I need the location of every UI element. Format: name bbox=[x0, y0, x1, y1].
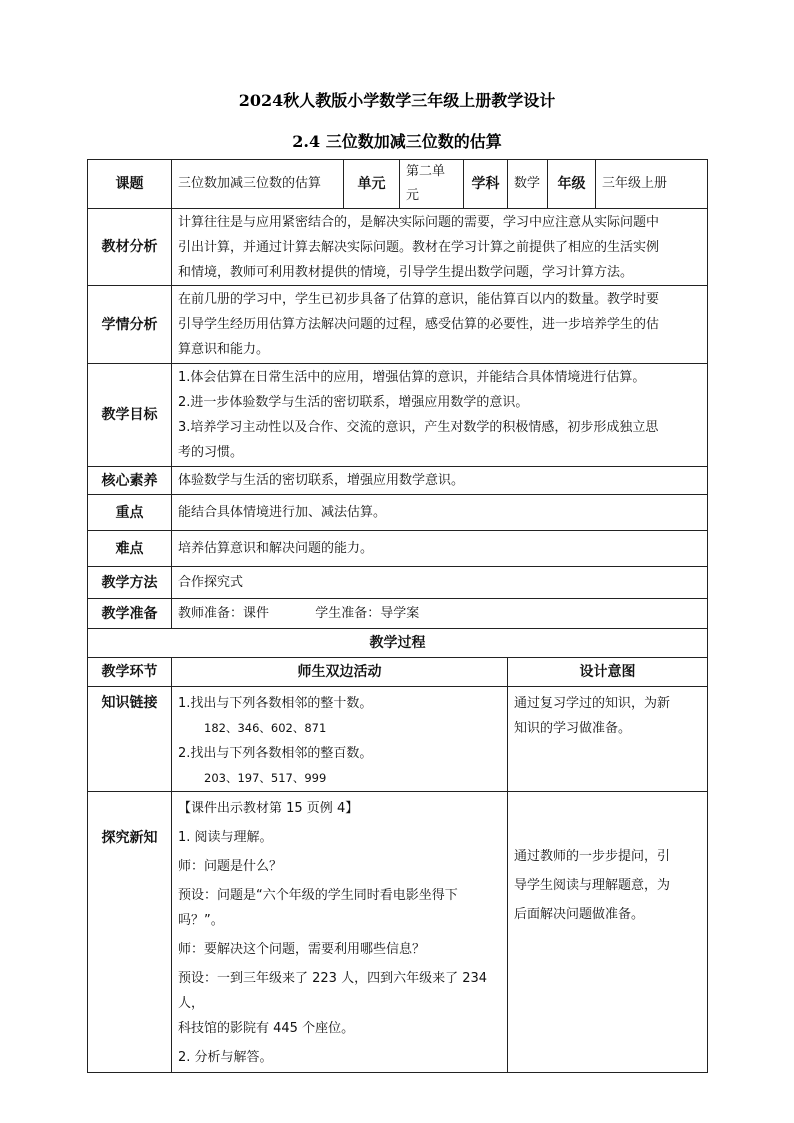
stage-header: 教学环节 bbox=[88, 658, 172, 687]
teaching-method-row bbox=[88, 567, 708, 599]
unit-label: 单元 bbox=[344, 160, 400, 209]
text-line: 科技馆的影院有 445 个座位。 bbox=[178, 1021, 355, 1036]
lesson-plan-table bbox=[87, 159, 708, 1073]
student-analysis-row bbox=[88, 286, 708, 364]
student-prep: 学生准备：导学案 bbox=[315, 605, 420, 621]
document-title: 2024秋人教版小学数学三年级上册教学设计 bbox=[238, 91, 556, 110]
knowledge-link-row bbox=[88, 687, 708, 792]
text-line: 预设：一到三年级来了 223 人，四到六年级来了 234 人， bbox=[178, 971, 488, 1011]
text-line: 算意识和能力。 bbox=[178, 342, 270, 357]
question-2: 2.找出与下列各数相邻的整百数。 bbox=[178, 746, 373, 761]
teaching-prep-label: 教学准备 bbox=[88, 599, 172, 629]
info-row bbox=[88, 160, 708, 209]
key-point-label: 重点 bbox=[88, 495, 172, 531]
key-point-row bbox=[88, 495, 708, 531]
teaching-method-label: 教学方法 bbox=[88, 567, 172, 599]
activity-header: 师生双边活动 bbox=[172, 658, 508, 687]
text-line: 预设：问题是“六个年级的学生同时看电影坐得下 bbox=[178, 888, 458, 903]
text-line: 计算往往是与应用紧密结合的，是解决实际问题的需要，学习中应注意从实际问题中 bbox=[178, 214, 660, 230]
text-line: 导学生阅读与理解题意，为 bbox=[514, 878, 671, 893]
process-title-row bbox=[88, 629, 708, 658]
teaching-prep-row bbox=[88, 599, 708, 629]
unit-value: 第二单元 bbox=[400, 160, 464, 209]
teaching-method-text: 合作探究式 bbox=[172, 567, 708, 599]
subject-label: 学科 bbox=[464, 160, 508, 209]
core-literacy-text: 体验数学与生活的密切联系，增强应用数学意识。 bbox=[172, 467, 708, 495]
text-line: 后面解决问题做准备。 bbox=[514, 907, 645, 922]
grade-label: 年级 bbox=[548, 160, 596, 209]
text-line: 引出计算，并通过计算去解决实际问题。教材在学习计算之前提供了相应的生活实例 bbox=[178, 239, 660, 255]
teaching-goals-row bbox=[88, 364, 708, 467]
explore-new-row bbox=[88, 792, 708, 1073]
explore-new-intent bbox=[508, 792, 708, 1073]
text-line: 通过教师的一步步提问，引 bbox=[514, 849, 671, 864]
teacher-prep: 教师准备：课件 bbox=[178, 605, 270, 621]
teaching-goals-label: 教学目标 bbox=[88, 364, 172, 467]
text-line: 吗？”。 bbox=[178, 913, 224, 928]
text-line: 引导学生经历用估算方法解决问题的过程，感受估算的必要性，进一步培养学生的估 bbox=[178, 317, 660, 332]
knowledge-link-label: 知识链接 bbox=[88, 687, 172, 792]
topic-value: 三位数加减三位数的估算 bbox=[172, 160, 344, 209]
text-line: 通过复习学过的知识，为新 bbox=[514, 696, 671, 711]
text-line: 考的习惯。 bbox=[178, 445, 244, 460]
explore-new-label: 探究新知 bbox=[88, 792, 172, 1073]
student-analysis-label: 学情分析 bbox=[88, 286, 172, 364]
intent-header: 设计意图 bbox=[508, 658, 708, 687]
text-line: 在前几册的学习中，学生已初步具备了估算的意识，能估算百以内的数量。教学时要 bbox=[178, 292, 660, 307]
lesson-title: 2.4 三位数加减三位数的估算 bbox=[292, 132, 502, 151]
textbook-analysis-text bbox=[172, 209, 708, 286]
question-1: 1.找出与下列各数相邻的整十数。 bbox=[178, 696, 373, 711]
textbook-analysis-label: 教材分析 bbox=[88, 209, 172, 286]
subject-value: 数学 bbox=[508, 160, 548, 209]
difficult-point-text: 培养估算意识和解决问题的能力。 bbox=[172, 531, 708, 567]
core-literacy-label: 核心素养 bbox=[88, 467, 172, 495]
teaching-prep-text bbox=[172, 599, 708, 629]
key-point-text: 能结合具体情境进行加、减法估算。 bbox=[172, 495, 708, 531]
text-line: 【课件出示教材第 15 页例 4】 bbox=[178, 801, 359, 816]
knowledge-link-intent bbox=[508, 687, 708, 792]
text-line: 知识的学习做准备。 bbox=[514, 721, 632, 736]
teaching-goals-text bbox=[172, 364, 708, 467]
text-line: 1.体会估算在日常生活中的应用，增强估算的意识，并能结合具体情境进行估算。 bbox=[178, 370, 646, 385]
difficult-point-label: 难点 bbox=[88, 531, 172, 567]
explore-new-activity bbox=[172, 792, 508, 1073]
text-line: 1. 阅读与理解。 bbox=[178, 830, 273, 845]
student-analysis-text bbox=[172, 286, 708, 364]
process-title: 教学过程 bbox=[88, 629, 708, 658]
text-line: 2. 分析与解答。 bbox=[178, 1050, 273, 1065]
knowledge-link-activity bbox=[172, 687, 508, 792]
text-line: 师：问题是什么？ bbox=[178, 859, 283, 874]
text-line: 师：要解决这个问题，需要利用哪些信息？ bbox=[178, 942, 426, 957]
text-line: 和情境，教师可利用教材提供的情境，引导学生提出数学问题，学习计算方法。 bbox=[178, 264, 634, 280]
text-line: 2.进一步体验数学与生活的密切联系，增强应用数学的意识。 bbox=[178, 395, 529, 410]
textbook-analysis-row bbox=[88, 209, 708, 286]
topic-label: 课题 bbox=[88, 160, 172, 209]
core-literacy-row bbox=[88, 467, 708, 495]
process-header-row bbox=[88, 658, 708, 687]
difficult-point-row bbox=[88, 531, 708, 567]
numbers-2: 203、197、517、999 bbox=[204, 771, 327, 785]
text-line: 3.培养学习主动性以及合作、交流的意识，产生对数学的积极情感，初步形成独立思 bbox=[178, 420, 659, 435]
grade-value: 三年级上册 bbox=[596, 160, 708, 209]
numbers-1: 182、346、602、871 bbox=[204, 721, 327, 735]
